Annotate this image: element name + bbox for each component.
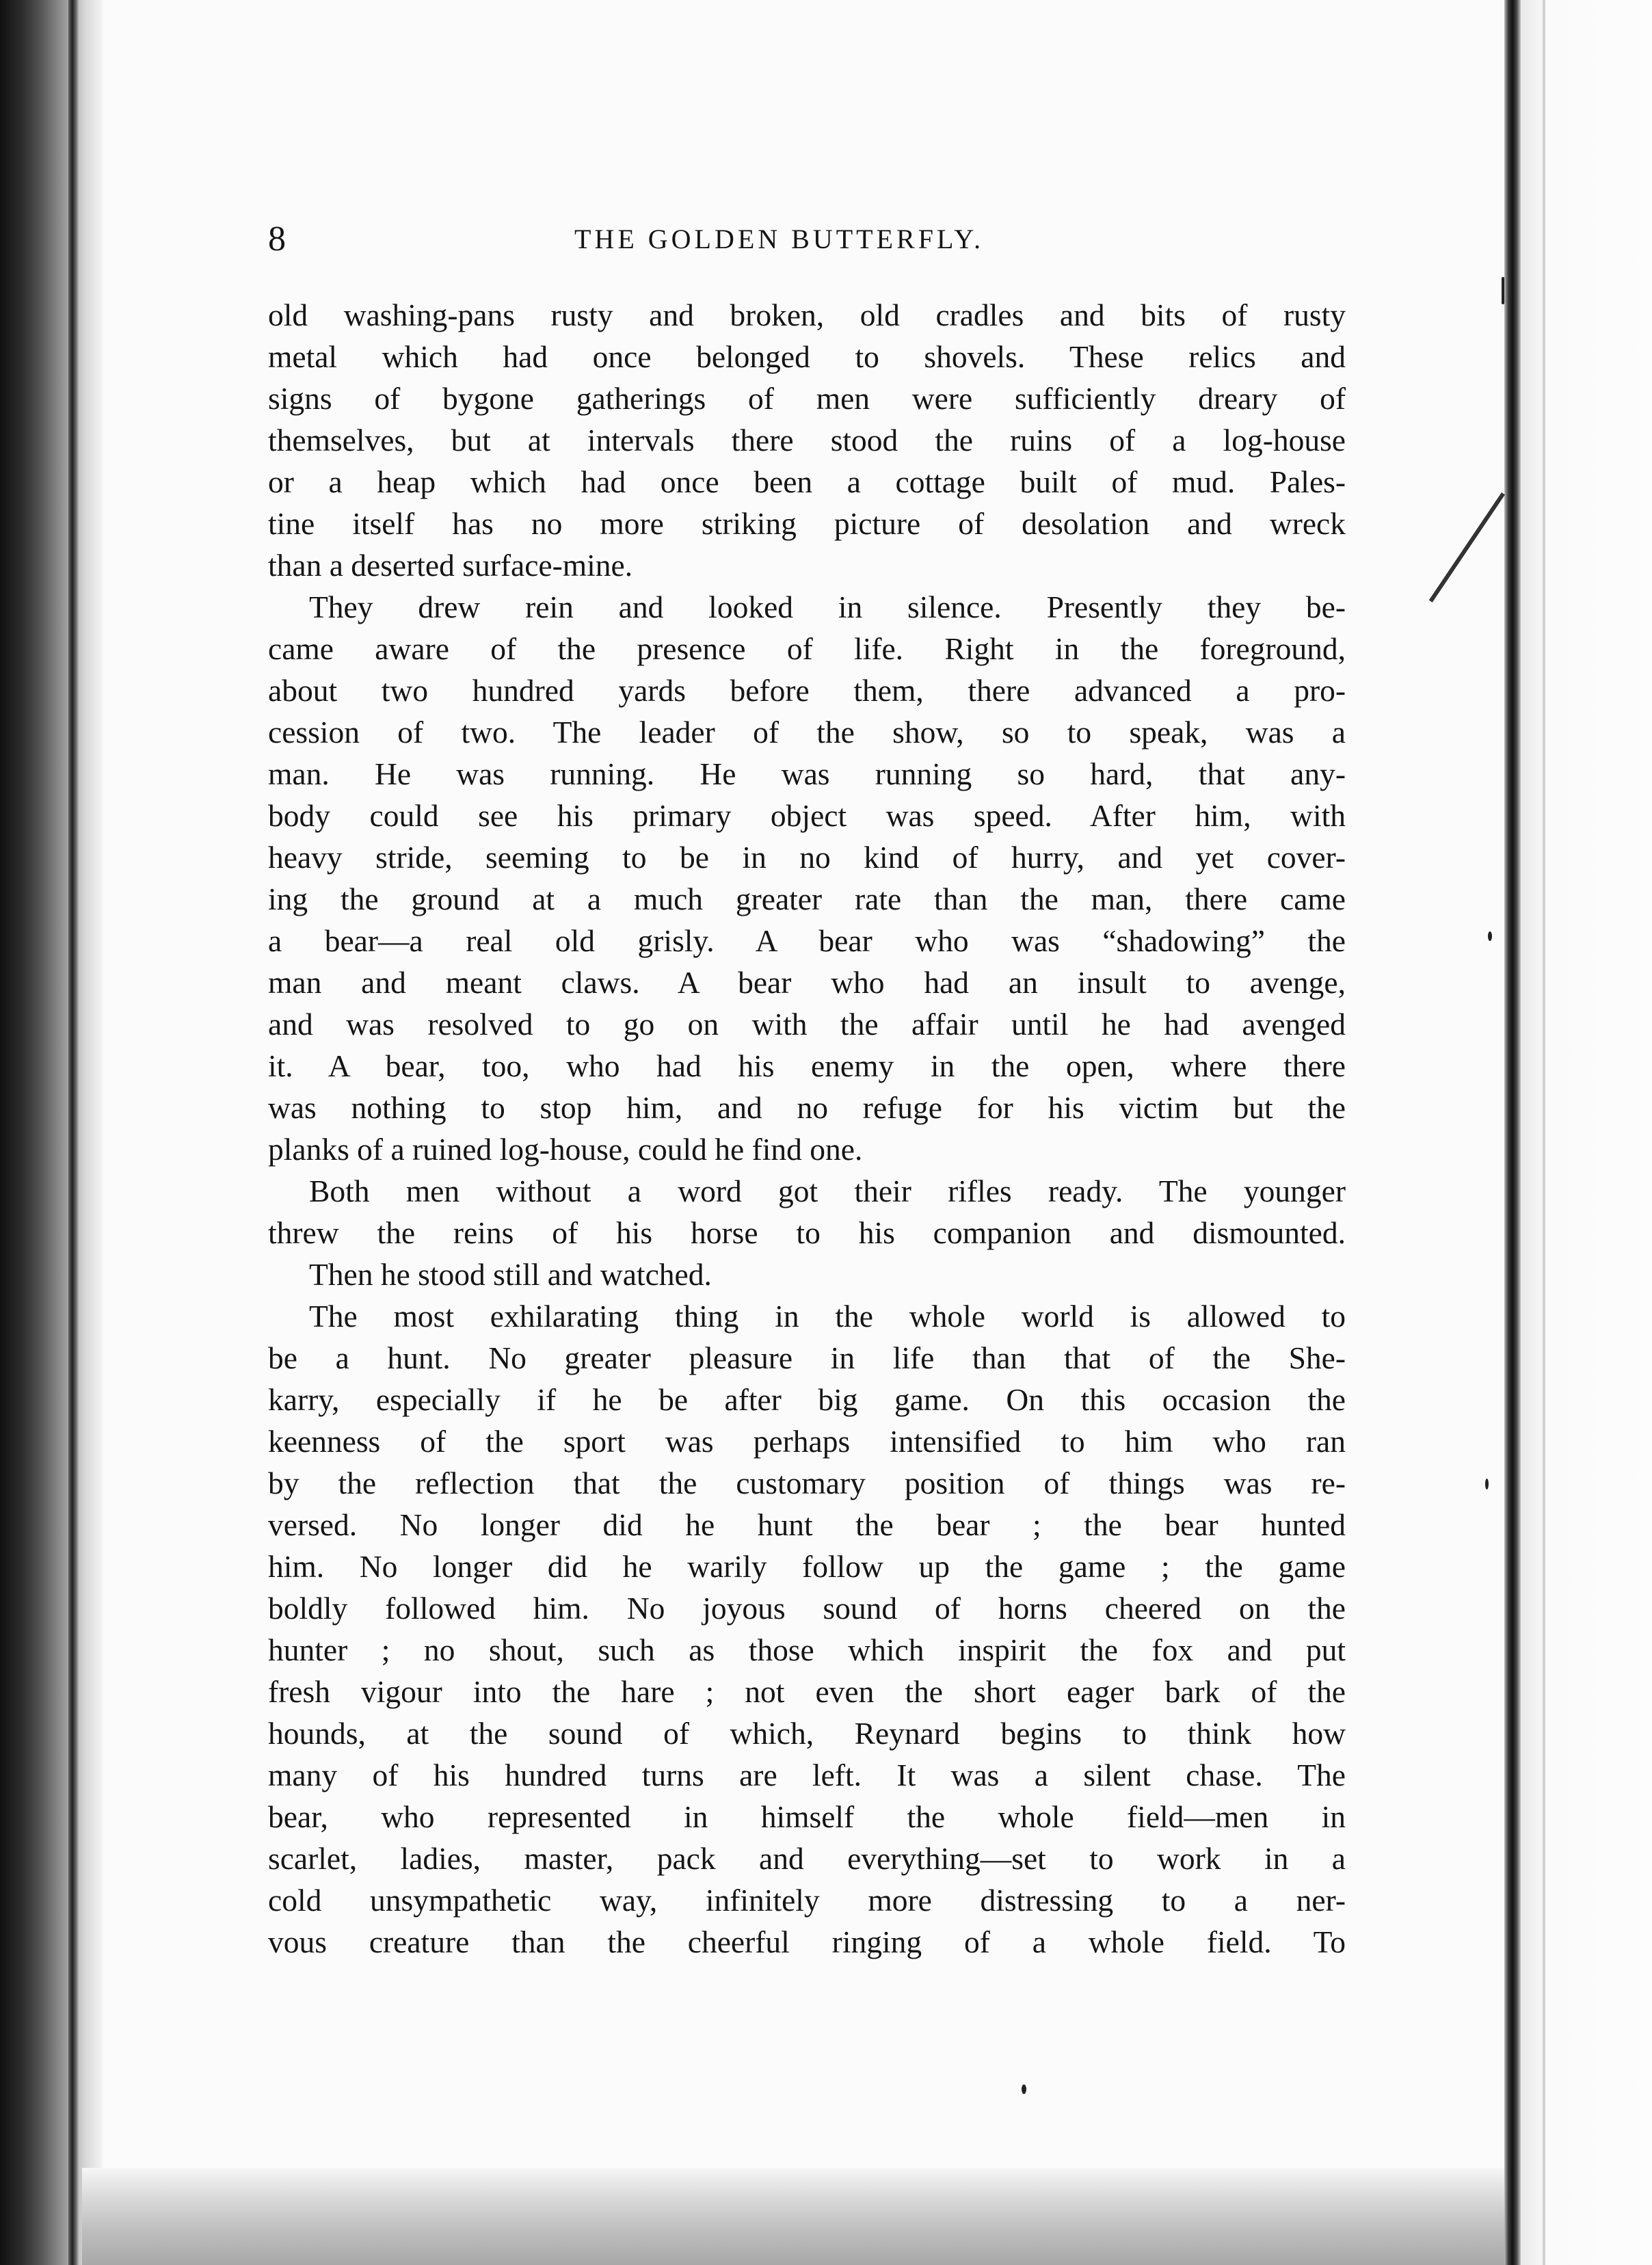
text-line: it. A bear, too, who had his enemy in the open, where there (268, 1048, 1346, 1083)
scan-speck (1502, 277, 1504, 304)
text-line: old washing-pans rusty and broken, old cradles and bits of rusty (268, 297, 1346, 332)
right-gutter-fold (1504, 0, 1521, 2265)
text-line: Then he stood still and watched. (309, 1257, 712, 1292)
left-page-edge (68, 0, 79, 2265)
text-line: threw the reins of his horse to his companion and dismounted. (268, 1215, 1346, 1250)
page-number: 8 (268, 220, 286, 259)
text-line: came aware of the presence of life. Right in the foreground, (268, 631, 1346, 666)
text-line: keenness of the sport was perhaps intensified to him who ran (268, 1424, 1346, 1459)
text-line: vous creature than the cheerful ringing of a whole field. To (268, 1924, 1346, 1959)
text-line: him. No longer did he warily follow up the game ; the game (268, 1549, 1346, 1584)
text-line: The most exhilarating thing in the whole world is allowed to (309, 1299, 1346, 1334)
adjacent-page-strip (1521, 0, 1652, 2265)
text-line: hounds, at the sound of which, Reynard begins to think how (268, 1716, 1346, 1751)
text-line: versed. No longer did he hunt the bear ; the bear hunted (268, 1507, 1346, 1542)
adjacent-page-edge (1543, 0, 1545, 2265)
text-line: bear, who represented in himself the whole field—men in (268, 1799, 1346, 1834)
text-line: themselves, but at intervals there stood the ruins of a log-house (268, 423, 1346, 458)
text-line: man. He was running. He was running so hard, that any- (268, 756, 1346, 791)
text-line: boldly followed him. No joyous sound of horns cheered on the (268, 1591, 1346, 1626)
text-line: signs of bygone gatherings of men were sufficiently dreary of (268, 381, 1346, 416)
running-head: THE GOLDEN BUTTERFLY. (574, 224, 985, 254)
text-line: body could see his primary object was speed. After him, with (268, 798, 1346, 833)
scan-speck (1488, 931, 1492, 941)
text-line: metal which had once belonged to shovels. These relics and (268, 339, 1346, 374)
text-line: by the reflection that the customary position of things was re- (268, 1466, 1346, 1500)
text-line: scarlet, ladies, master, pack and everything—set to work in a (268, 1841, 1346, 1876)
text-line: Both men without a word got their rifles ready. The younger (309, 1174, 1346, 1208)
page-header (268, 212, 1335, 267)
text-line: fresh vigour into the hare ; not even the short eager bark of the (268, 1674, 1346, 1709)
scan-speck (1485, 1479, 1489, 1489)
text-line: karry, especially if he be after big game. On this occasion the (268, 1382, 1346, 1417)
text-line: They drew rein and looked in silence. Presently they be- (309, 590, 1346, 624)
text-line: many of his hundred turns are left. It was a silent chase. The (268, 1758, 1346, 1792)
text-line: tine itself has no more striking picture of desolation and wreck (268, 506, 1346, 541)
text-line: and was resolved to go on with the affair until he had avenged (268, 1007, 1346, 1042)
text-line: man and meant claws. A bear who had an insult to avenge, (268, 965, 1346, 1000)
text-line: ing the ground at a much greater rate than the man, there came (268, 882, 1346, 916)
left-binding-shadow (0, 0, 103, 2265)
text-line: than a deserted surface-mine. (268, 548, 633, 583)
text-line: cold unsympathetic way, infinitely more distressing to a ner- (268, 1883, 1346, 1918)
text-line: was nothing to stop him, and no refuge for his victim but the (268, 1090, 1346, 1125)
text-line: about two hundred yards before them, there advanced a pro- (268, 673, 1346, 708)
text-line: or a heap which had once been a cottage built of mud. Pales- (268, 464, 1346, 499)
text-line: a bear—a real old grisly. A bear who was “shadowing” the (268, 923, 1346, 958)
scan-speck (1022, 2084, 1026, 2094)
text-line: be a hunt. No greater pleasure in life than that of the She- (268, 1340, 1346, 1375)
text-line: planks of a ruined log-house, could he find one. (268, 1132, 863, 1167)
text-line: heavy stride, seeming to be in no kind of hurry, and yet cover- (268, 840, 1346, 875)
text-line: cession of two. The leader of the show, so to speak, was a (268, 715, 1346, 750)
body-text (268, 294, 1346, 1963)
text-line: hunter ; no shout, such as those which inspirit the fox and put (268, 1632, 1346, 1667)
bottom-page-edge (82, 2168, 1538, 2265)
